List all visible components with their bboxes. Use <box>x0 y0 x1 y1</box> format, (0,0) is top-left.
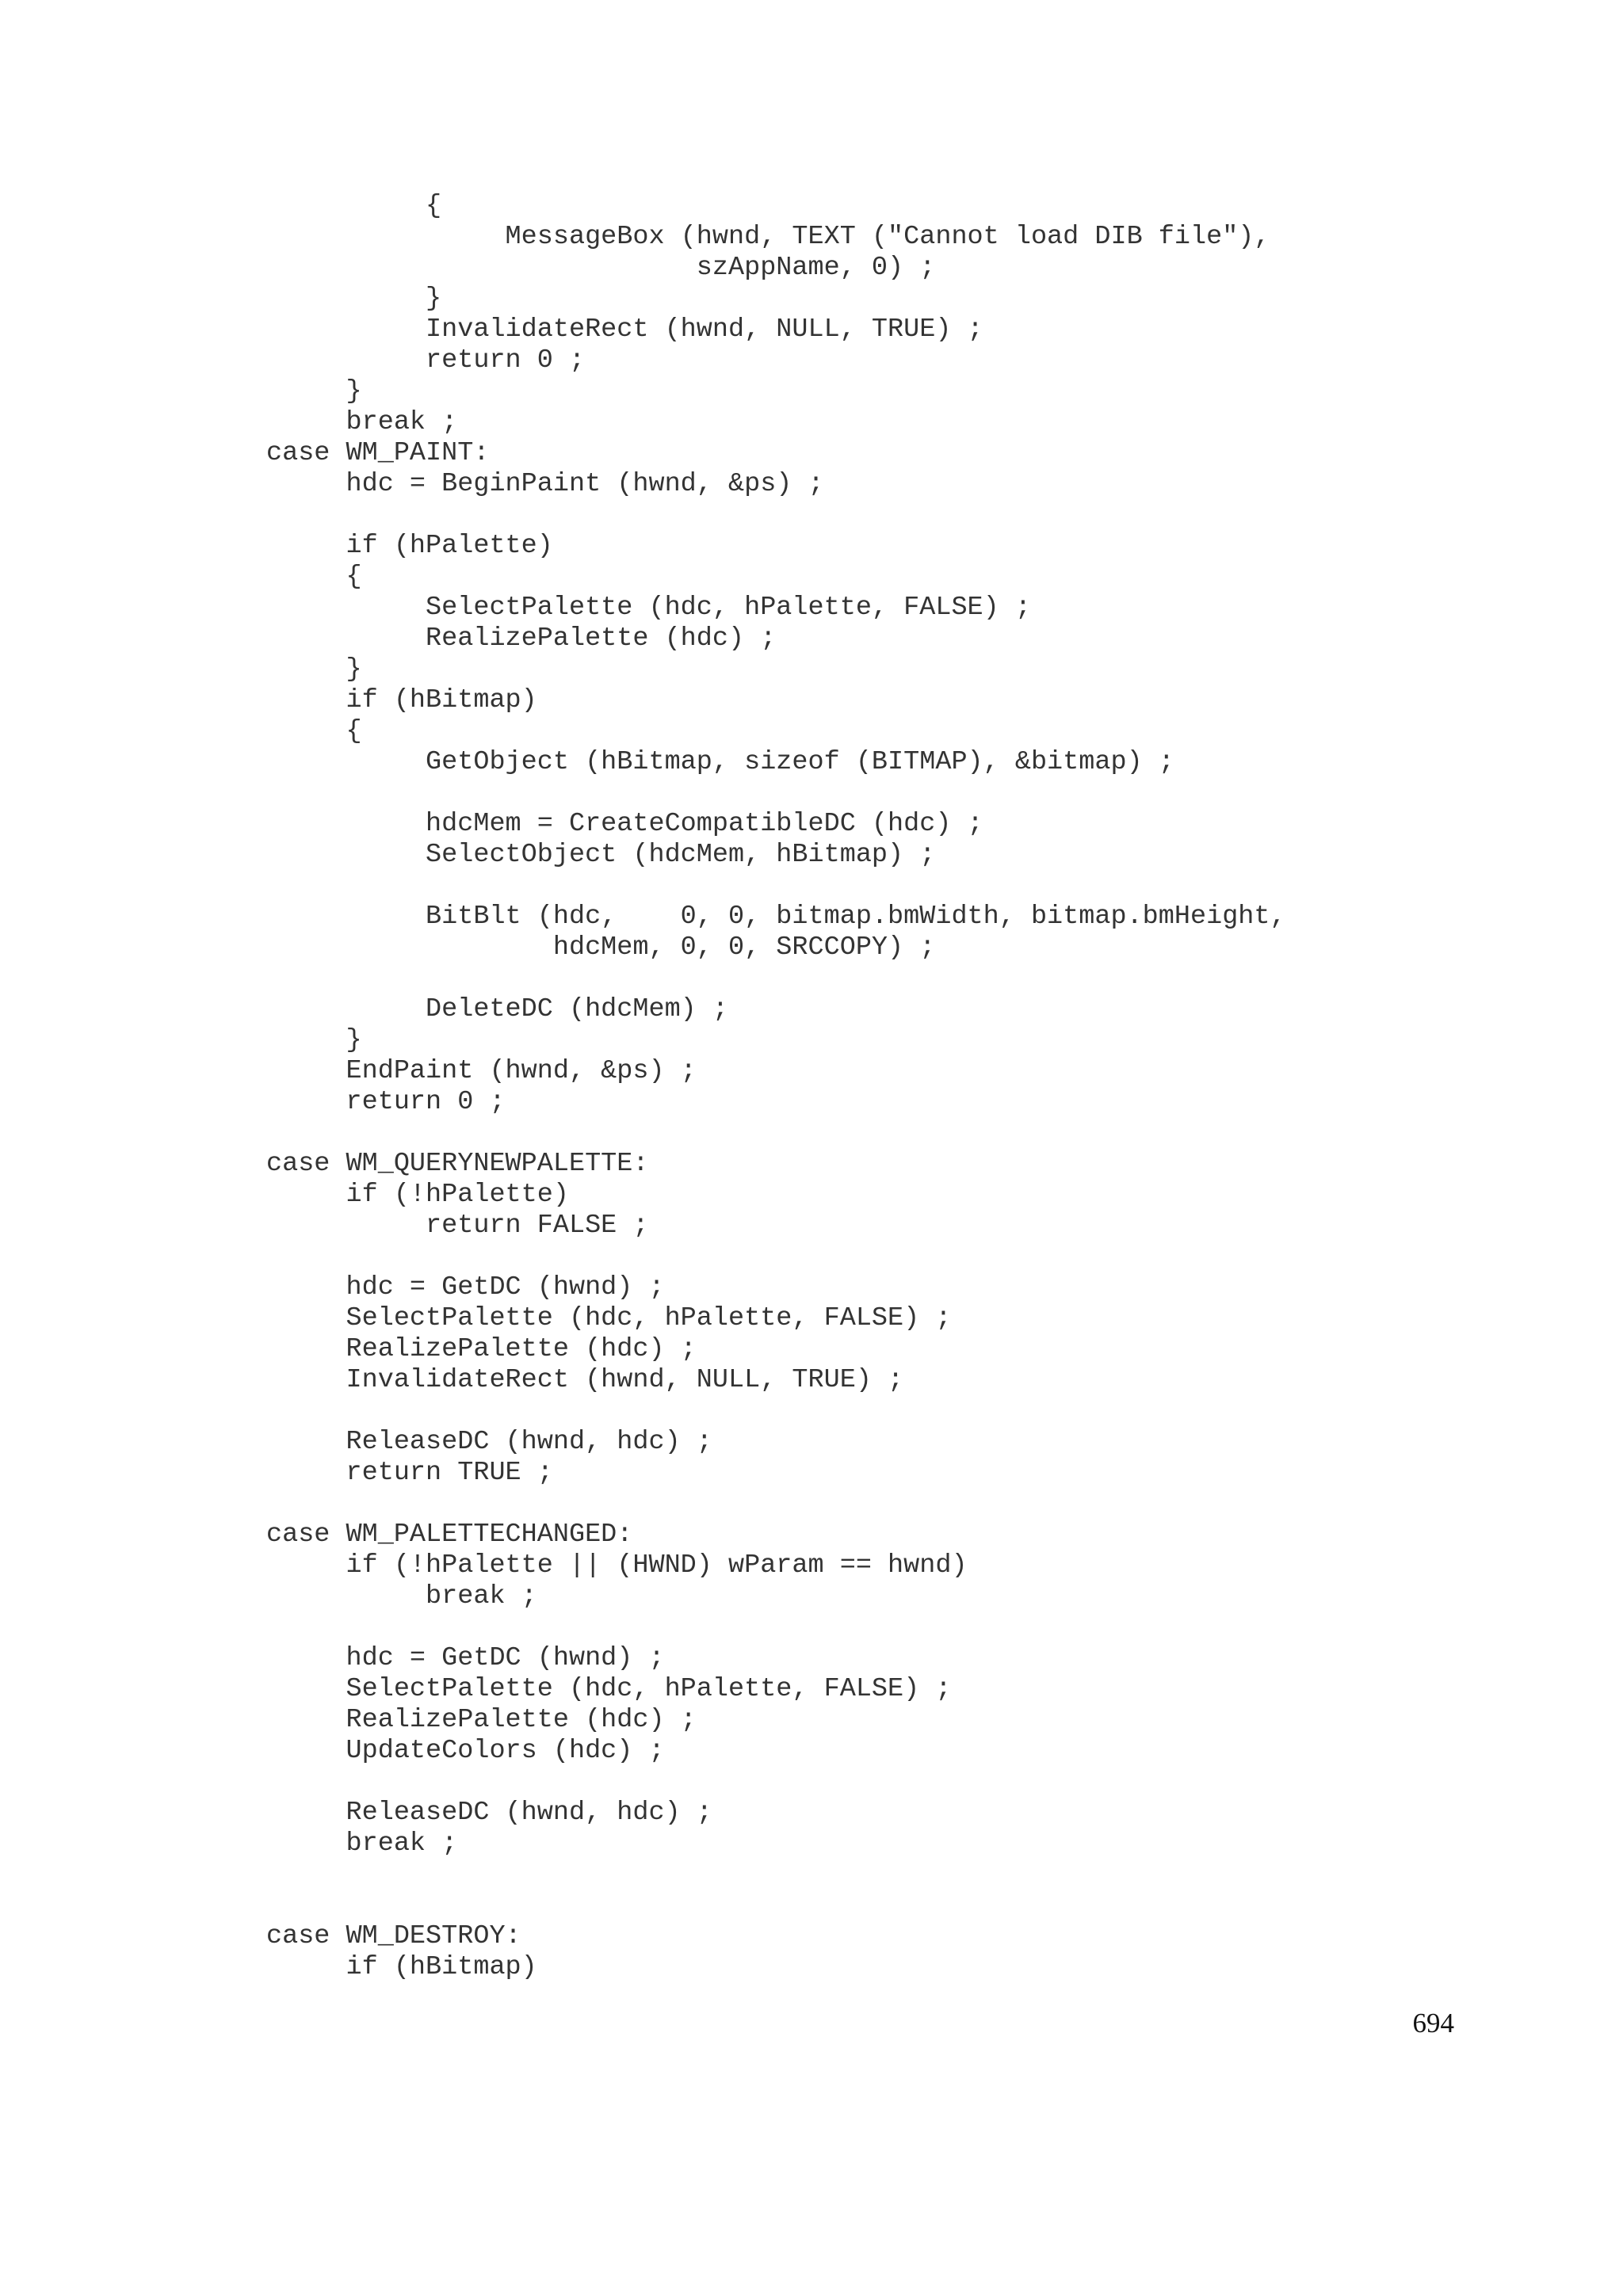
code-line <box>266 1489 1286 1520</box>
code-line: RealizePalette (hdc) ; <box>266 624 777 654</box>
code-line: return 0 ; <box>266 345 586 376</box>
code-line: hdcMem, 0, 0, SRCCOPY) ; <box>266 933 936 963</box>
code-line: GetObject (hBitmap, sizeof (BITMAP), &bitmap) ; <box>266 747 1174 777</box>
code-line: { <box>266 562 362 592</box>
code-line: return TRUE ; <box>266 1458 553 1488</box>
code-line: if (hBitmap) <box>266 1952 537 1982</box>
code-line: szAppName, 0) ; <box>266 253 936 283</box>
code-line: break ; <box>266 407 458 437</box>
code-line: ReleaseDC (hwnd, hdc) ; <box>266 1427 712 1457</box>
code-line: return FALSE ; <box>266 1211 649 1241</box>
code-line: case WM_QUERYNEWPALETTE: <box>266 1149 649 1179</box>
code-line: } <box>266 654 362 685</box>
code-line: InvalidateRect (hwnd, NULL, TRUE) ; <box>266 1365 904 1395</box>
code-line <box>266 500 1286 531</box>
code-line: hdc = BeginPaint (hwnd, &ps) ; <box>266 469 824 499</box>
code-line: if (!hPalette) <box>266 1180 569 1210</box>
code-line: hdcMem = CreateCompatibleDC (hdc) ; <box>266 809 983 839</box>
code-line: { <box>266 191 442 221</box>
code-line: BitBlt (hdc, 0, 0, bitmap.bmWidth, bitmap.bmHeight, <box>266 902 1286 932</box>
code-line <box>266 1241 1286 1272</box>
code-line: RealizePalette (hdc) ; <box>266 1334 697 1364</box>
code-line: } <box>266 376 362 406</box>
code-line: UpdateColors (hdc) ; <box>266 1736 665 1766</box>
code-line: hdc = GetDC (hwnd) ; <box>266 1643 665 1673</box>
code-line <box>266 1396 1286 1427</box>
code-line: SelectObject (hdcMem, hBitmap) ; <box>266 840 936 870</box>
code-line: if (!hPalette || (HWND) wParam == hwnd) <box>266 1550 968 1581</box>
code-listing <box>266 191 1286 1983</box>
code-line: case WM_PAINT: <box>266 438 490 468</box>
code-line <box>266 1612 1286 1643</box>
code-line <box>266 963 1286 994</box>
code-line: case WM_DESTROY: <box>266 1921 521 1951</box>
code-line: InvalidateRect (hwnd, NULL, TRUE) ; <box>266 315 983 345</box>
code-line: SelectPalette (hdc, hPalette, FALSE) ; <box>266 593 1031 623</box>
code-line: DeleteDC (hdcMem) ; <box>266 994 728 1024</box>
code-line: { <box>266 716 362 746</box>
code-line <box>266 778 1286 809</box>
code-line: } <box>266 284 442 314</box>
code-line <box>266 1767 1286 1798</box>
code-line: case WM_PALETTECHANGED: <box>266 1520 633 1550</box>
code-line: SelectPalette (hdc, hPalette, FALSE) ; <box>266 1674 952 1704</box>
code-line <box>266 871 1286 902</box>
code-line: return 0 ; <box>266 1087 506 1117</box>
code-line: ReleaseDC (hwnd, hdc) ; <box>266 1798 712 1828</box>
code-line: if (hBitmap) <box>266 685 537 715</box>
code-line: MessageBox (hwnd, TEXT ("Cannot load DIB file"), <box>266 222 1270 252</box>
code-line: hdc = GetDC (hwnd) ; <box>266 1272 665 1302</box>
code-line: EndPaint (hwnd, &ps) ; <box>266 1056 697 1086</box>
code-line: SelectPalette (hdc, hPalette, FALSE) ; <box>266 1303 952 1333</box>
code-line <box>266 1859 1286 1890</box>
code-line <box>266 1118 1286 1149</box>
code-line: break ; <box>266 1829 458 1859</box>
code-line: if (hPalette) <box>266 531 553 561</box>
page-number: 694 <box>1412 2008 1454 2039</box>
code-line: break ; <box>266 1581 537 1611</box>
code-line <box>266 1890 1286 1921</box>
code-line: } <box>266 1025 362 1055</box>
code-line: RealizePalette (hdc) ; <box>266 1705 697 1735</box>
